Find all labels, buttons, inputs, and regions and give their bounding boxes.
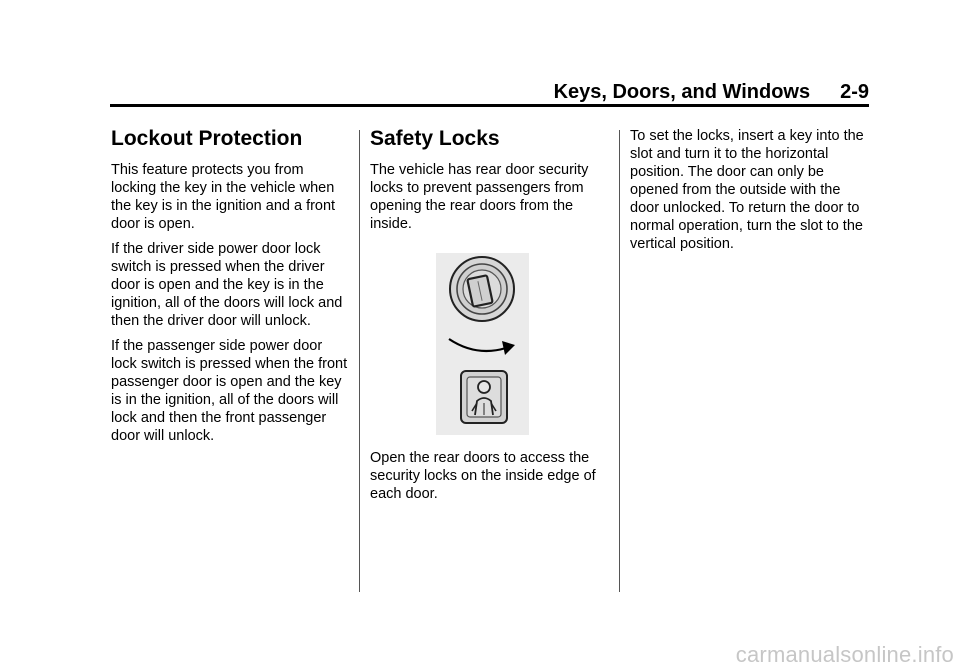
safety-after-figure: Open the rear doors to access the security locks on the inside edge of each door. [370,450,596,502]
column-set-locks [630,127,870,260]
child-lock-icon [461,371,507,423]
watermark: carmanualsonline.info [735,642,954,667]
set-locks-paragraph: To set the locks, insert a key into the slot and turn it to the horizontal position. The door can only be opened from the outside with the door unlocked. To return the door to normal operation, turn the slot to the vertical position. [630,128,864,252]
lockout-paragraph: This feature protects you from locking the key in the vehicle when the key is in the ignition and a front door is open. [111,162,336,232]
column-divider [359,130,360,592]
lockout-paragraph: If the passenger side power door lock switch is pressed when the front passenger door is open and the key is in the ignition, all of the doors will lock and then the front passenger door will unlock. [111,338,348,444]
lockout-paragraph: If the driver side power door lock switch is pressed when the driver door is open and the key is in the ignition, all of the doors will lock and then the driver door will unlock. [111,241,343,329]
safety-lock-figure [436,253,529,435]
column-divider [619,130,620,592]
column-safety-locks [370,126,610,510]
header-rule [110,104,869,107]
running-header [554,80,869,104]
column-lockout-protection [111,126,351,452]
section-title: Keys, Doors, and Windows [553,81,811,103]
safety-heading: Safety Locks [370,127,500,150]
lockout-heading: Lockout Protection [111,127,303,150]
page-number: 2-9 [840,81,869,103]
lock-slot-icon [450,257,514,321]
safety-intro: The vehicle has rear door security locks to prevent passengers from opening the rear doors from the inside. [370,162,589,232]
rotate-arrow-icon [449,339,515,355]
